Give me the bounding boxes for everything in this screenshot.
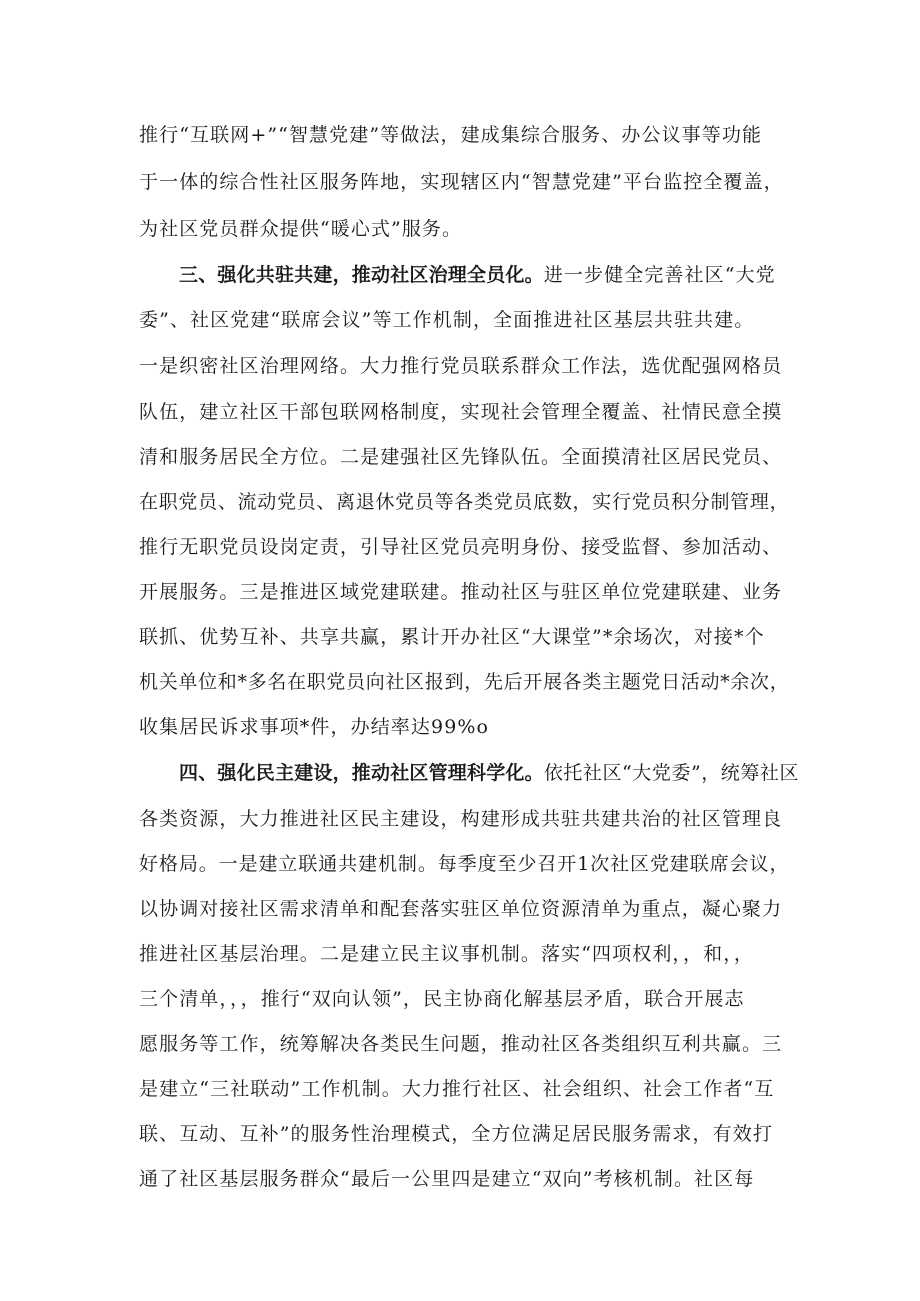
line-text: 以协调对接社区需求清单和配套落实驻区单位资源清单为重点，凝心聚力 [139, 898, 783, 920]
line-text: 联抓、优势互补、共享共赢，累计开办社区“大课堂”*余场次，对接*个 [139, 626, 765, 648]
paragraph-line [139, 169, 784, 195]
line-text: 为社区党员群众提供“暖心式”服务。 [139, 218, 463, 240]
line-text: 进一步健全完善社区“大党 [543, 264, 776, 286]
paragraph-line [139, 986, 745, 1012]
paragraph-line [139, 489, 789, 515]
section-heading-line [179, 760, 799, 786]
line-text: 推行无职党员设岗定责，引导社区党员亮明身份、接受监督、参加活动、 [139, 536, 783, 558]
paragraph-line [139, 1166, 754, 1192]
line-text: 委”、社区党建“联席会议”等工作机制，全面推进社区基层共驻共建。 [139, 309, 755, 331]
line-text: 推进社区基层治理。二是建立民主议事机制。落实“四项权利，，和，， [139, 943, 754, 965]
line-text: 队伍，建立社区干部包联网格制度，实现社会管理全覆盖、社情民意全摸 [139, 401, 783, 423]
section-heading-4: 四、强化民主建设，推动社区管理科学化。 [179, 762, 544, 784]
section-heading-line [179, 262, 776, 288]
line-text: 联、互动、互补”的服务性治理模式，全方位满足居民服务需求，有效打 [139, 1123, 773, 1145]
paragraph-line [139, 851, 789, 877]
paragraph-line [139, 444, 782, 470]
paragraph-line [139, 122, 762, 148]
paragraph-line [139, 399, 782, 425]
paragraph-line [139, 806, 782, 832]
paragraph-line [139, 307, 754, 333]
line-text: 推行“互联网+”“智慧党建”等做法，建成集综合服务、办公议事等功能 [139, 124, 763, 146]
paragraph-line [139, 534, 782, 560]
line-text: 愿服务等工作，统筹解决各类民生问题，推动社区各类组织互利共赢。三 [139, 1033, 783, 1055]
paragraph-line [139, 941, 754, 967]
line-text: 通了社区基层服务群众“最后一公里四是建立“双向”考核机制。社区每 [139, 1168, 755, 1190]
paragraph-line [139, 669, 789, 695]
line-text: 收集居民诉求事项*件，办结率达99%o [139, 716, 490, 738]
line-text: 依托社区“大党委”，统筹社区 [543, 762, 800, 784]
paragraph-line [139, 216, 462, 242]
line-text: 于一体的综合性社区服务阵地，实现辖区内“智慧党建”平台监控全覆盖， [139, 171, 784, 193]
line-text: 各类资源，大力推进社区民主建设，构建形成共驻共建共治的社区管理良 [139, 808, 783, 830]
line-text: 开展服务。三是推进区域党建联建。推动社区与驻区单位党建联建、业务 [139, 581, 783, 603]
paragraph-line [139, 624, 765, 650]
line-text: 三个清单，，，推行“双向认领”，民主协商化解基层矛盾，联合开展志 [139, 988, 745, 1010]
paragraph-line [139, 579, 782, 605]
line-text: 一是织密社区治理网络。大力推行党员联系群众工作法，选优配强网格员 [139, 355, 783, 377]
line-text: 机关单位和*多名在职党员向社区报到，先后开展各类主题党日活动*余次， [139, 671, 790, 693]
section-heading-3: 三、强化共驻共建，推动社区治理全员化。 [179, 264, 544, 286]
paragraph-line [139, 1031, 782, 1057]
line-text: 好格局。一是建立联通共建机制。每季度至少召开1次社区党建联席会议， [139, 853, 790, 875]
paragraph-line [139, 353, 782, 379]
line-text: 清和服务居民全方位。二是建强社区先锋队伍。全面摸清社区居民党员、 [139, 446, 783, 468]
line-text: 是建立“三社联动”工作机制。大力推行社区、社会组织、社会工作者“互 [139, 1078, 775, 1100]
paragraph-line [139, 714, 489, 740]
paragraph-line [139, 1076, 774, 1102]
paragraph-line [139, 1121, 773, 1147]
line-text: 在职党员、流动党员、离退休党员等各类党员底数，实行党员积分制管理， [139, 491, 790, 513]
paragraph-line [139, 896, 782, 922]
